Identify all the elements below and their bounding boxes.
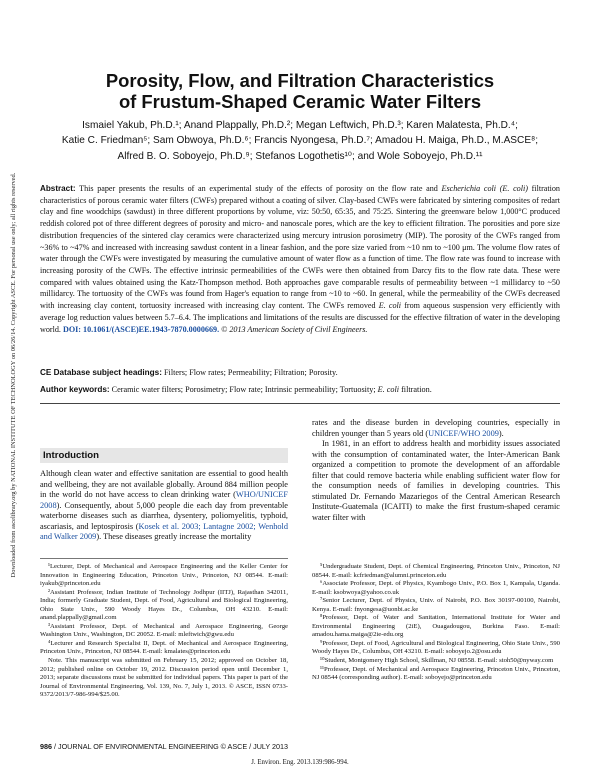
abstract-label: Abstract: [40,184,76,193]
page-footer [40,742,340,751]
footnotes-left [40,563,288,700]
paper-title [60,70,540,112]
ce-text: Filters; Flow rates; Permeability; Filtration; Porosity. [163,368,338,377]
abstract-part-3: from aqueous suspension very efficiently with average log reduction values between 5.7–6.4. The implications and limitations of the results are discussed for the effective filtration of water in the developing world. [40,301,560,334]
col2-para-2: In 1981, in an effort to address health and morbidity issues associated with the consumption of contaminated water, the Inter-American Bank organized a competition to promote the development of an affordable filter that could remove bacteria while enabling sufficient water flow for the consumption needs of families in developing countries. This stimulated Dr. Fernando Mazariegos of the Central American Research Institute-Guatemala (ICAITI) to make the first frustum-shaped ceramic water filter with [312,439,560,522]
abstract [40,183,560,356]
citation: J. Environ. Eng. 2013.139:986-994. [251,759,349,766]
abstract-ecoli: Escherichia coli (E. coli) [441,184,528,193]
authors-line-2: Katie C. Friedman⁵; Sam Obwoya, Ph.D.⁶; Francis Nyongesa, Ph.D.⁷; Amadou H. Maiga, Ph.D., M.ASCE⁸; [61,135,539,147]
col1-text-c: ). These diseases greatly increase the mortality [96,532,252,542]
intro-column-right [312,418,560,523]
col2-text-b: ). [498,428,504,438]
abstract-ecoli-2: E. coli [378,301,402,311]
ce-label: CE Database subject headings: [40,368,162,377]
footnote-10: ¹⁰Student, Montgomery High School, Skillman, NJ 08558. E-mail: stoh50@nyway.com [320,657,554,665]
footnotes-right [312,563,560,683]
doi-link[interactable]: DOI: 10.1061/(ASCE)EE.1943-7870.0000669. [62,324,220,334]
cite-who-unicef[interactable]: WHO/UNICEF 2008 [40,490,288,510]
cite-kosek-lantagne-wenhold[interactable]: Kosek et al. 2003; Lantagne 2002; Wenhold and Walker 2009 [40,521,288,542]
col2-text-a: rates and the disease burden in developing countries, especially in children younger than 5 years old ( [312,418,560,438]
kw-label: Author keywords: [40,385,110,394]
kw-text: Ceramic water filters; Porosimetry; Flow rate; Intrinsic permeability; Tortuosity; [111,385,376,394]
footnote-3: ³Assistant Professor, Dept. of Mechanical and Aerospace Engineering, George Washington Univ., Washington, DC 20052. E-mail: mleftwich@gwu.edu [40,622,288,639]
authors-line-3: Alfred B. O. Soboyejo, Ph.D.⁹; Stefanos Logothetis¹⁰; and Wole Soboyejo, Ph.D.¹¹ [117,150,483,162]
cite-unicef-who[interactable]: UNICEF/WHO 2009 [428,428,499,438]
intro-heading: Introduction [40,448,288,463]
author-list [40,118,560,164]
title-line-2: of Frustum-Shaped Ceramic Water Filters [118,91,482,112]
footnote-5: ⁵Undergraduate Student, Dept. of Chemical Engineering, Princeton Univ., Princeton, NJ 08544. E-mail: kcfriedman@alumni.princeton.edu [312,563,560,579]
col1-text-b: ). Consequently, about 5,000 people die each day from preventable waterborne diseases such as diarrhea, dysentery, poliomyelitis, typhoid, ascariasis, and leptospirosis ( [40,500,288,531]
footnote-2: ²Assistant Professor, Indian Institute of Technology Jodhpur (IITJ), Rajasthan 342011, India; formerly Graduate Student, Dept. of Food, Agricultural and Biological Engineering, Ohio State Univ., 590 Woody Hayes Dr., Columbus, OH 43210. E-mail: anand.plappally@gmail.com [40,588,288,622]
kw-ecoli: E. coli [377,385,400,394]
footnote-7: ⁷Senior Lecturer, Dept. of Physics, Univ. of Nairobi, P.O. Box 30197-00100, Nairobi, Kenya. E-mail: fnyongesa@uonbi.ac.ke [312,597,560,613]
manuscript-note: Note. This manuscript was submitted on February 15, 2012; approved on October 18, 2012; published online on October 19, 2012. Discussion period open until December 1, 2013; separate discussions must be submitted for individual papers. This paper is part of the Journal of Environmental Engineering, Vol. 139, No. 7, July 1, 2013. © ASCE, ISSN 0733-9372/2013/7-986-994/$25.00. [40,657,288,699]
footnote-divider [40,558,288,559]
abstract-part-2: filtration characteristics of porous ceramic water filters (CWFs) prepared without a coating of silver. Clay-based CWFs were fabricated by sintering composites of redart clay and fine woodchips (sawdust) in three different proportions by volume, viz: 50:50, 65:35, and 75:25. Sintering the greenware below 1,000°C produced reddish colored pot of three different degrees of porosity and micro- and nanoscale pores, which are the key to efficient filtration. The porosities and pore size distribution frequencies of the sintered clay ceramics were characterized using mercury intrusion porosimetry (MIP). The porosity of the CWFs ranged from ~36% to ~47% and increased with increasing sawdust content in a linear fashion, and the pore size varied from ~10 nm to ~100 μm. The volume flow rates of water through the CWFs were investigated by measuring the cumulative amount of water flow as a function of time. The flow rate was found to increase with increasing porosity of the CWFs. The effective intrinsic permeabilities of the CWFs were then obtained from Darcy fits to the flow rate data. These were compared with values obtained using the Katz-Thompson method. Both approaches gave comparable results of permeability between ~1 millidarcy to ~50 millidarcy. The tortuosity of the CWFs was found from Hager's equation to range from ~10 to ~60. In general, while the permeability of the CWFs decreased with increasing clay content, tortuosity increased with increasing clay content. The CWFs removed [40,184,560,311]
col1-text-a: Although clean water and effective sanitation are essential to good health and wellbeing, they are not available globally. Around 884 million people in the world do not have access to clean drinking water ( [40,469,288,500]
footnote-6: ⁶Associate Professor, Dept. of Physics, Kyambogo Univ., P.O. Box 1, Kampala, Uganda. E-mail: ksobwoya@yahoo.co.uk [312,580,560,596]
intro-column-left [40,469,288,543]
footnote-9: ⁹Professor, Dept. of Food, Agricultural and Biological Engineering, Ohio State Univ., 590 Woody Hayes Dr., Columbus, OH 43210. E-mail: soboyejo.2@osu.edu [312,639,560,656]
footnote-1: ¹Lecturer, Dept. of Mechanical and Aerospace Engineering and the Keller Center for Innovation in Engineering Education, Princeton Univ., Princeton, NJ 08544. E-mail: iyakub@princeton.edu [40,563,288,588]
footnote-4: ⁴Lecturer and Research Specialist II, Dept. of Mechanical and Aerospace Engineering, Princeton Univ., Princeton, NJ 08544. E-mail: kmalates@princeton.edu [40,639,288,656]
divider [40,403,560,404]
authors-line-1: Ismaiel Yakub, Ph.D.¹; Anand Plappally, Ph.D.²; Megan Leftwich, Ph.D.³; Karen Malatesta, Ph.D.⁴; [82,120,518,131]
download-notice: Downloaded from ascelibrary.org by NATIONAL INSTITUTE OF TECHNOLOGY on 06/26/14. Copyright ASCE. For personal use only; all rights reserved. [10,172,17,578]
footnote-11: ¹¹Professor, Dept. of Mechanical and Aerospace Engineering, Princeton Univ., Princeton, NJ 08544 (corresponding author). E-mail: soboyejo@princeton.edu [312,665,560,682]
kw-end: filtration. [401,385,432,394]
abstract-part-1: This paper presents the results of an experimental study of the effects of porosity on the flow rate and [79,184,438,193]
page-number: 986 [40,742,52,751]
col2-para-1 [312,418,560,439]
author-keywords [40,384,560,395]
copyright: © 2013 American Society of Civil Engineers. [221,324,368,334]
ce-subject-headings [40,367,560,378]
title-line-1: Porosity, Flow, and Filtration Characteristics [105,70,495,91]
footnote-8: ⁸Professor, Dept. of Water and Sanitation, International Institute for Water and Environmental Engineering (2iE), Ouagadougou, Burkina Faso. E-mail: amadou.hama.maiga@2ie-edu.org [312,614,560,639]
journal-footer: / JOURNAL OF ENVIRONMENTAL ENGINEERING © ASCE / JULY 2013 [54,742,289,751]
abstract-text [40,183,560,335]
